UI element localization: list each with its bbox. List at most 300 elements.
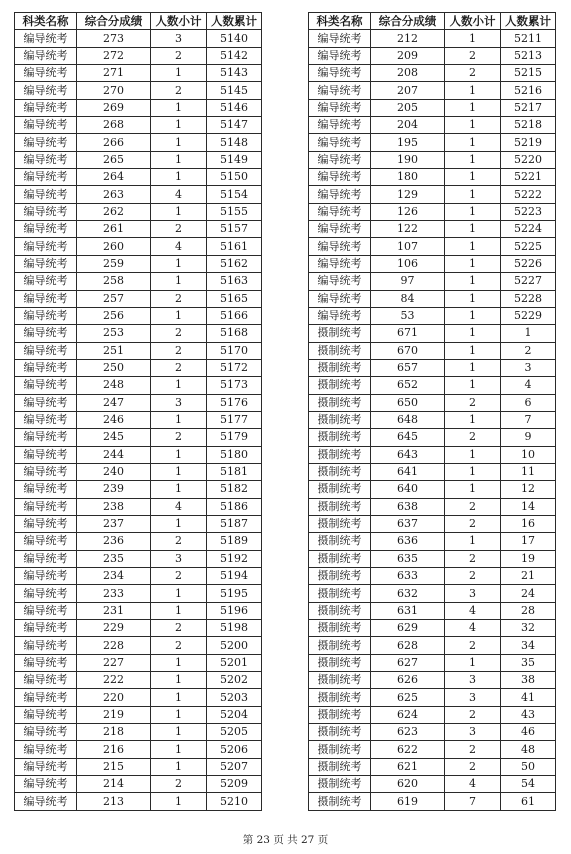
cell-score: 637 bbox=[371, 515, 445, 532]
cell-category: 编导统考 bbox=[309, 203, 371, 220]
cell-category: 摄制统考 bbox=[309, 585, 371, 602]
cell-score: 251 bbox=[77, 342, 151, 359]
cell-category: 编导统考 bbox=[309, 30, 371, 47]
table-row bbox=[309, 602, 556, 619]
cell-count: 1 bbox=[445, 117, 501, 134]
table-row bbox=[15, 672, 262, 689]
cell-category: 编导统考 bbox=[309, 65, 371, 82]
cell-count: 1 bbox=[151, 793, 207, 810]
header-score: 综合分成绩 bbox=[371, 13, 445, 30]
cell-score: 218 bbox=[77, 724, 151, 741]
cell-count: 2 bbox=[445, 758, 501, 775]
cell-category: 编导统考 bbox=[15, 203, 77, 220]
cell-cumulative: 14 bbox=[501, 498, 556, 515]
table-row bbox=[309, 672, 556, 689]
table-row bbox=[15, 238, 262, 255]
cell-cumulative: 5163 bbox=[207, 273, 262, 290]
cell-count: 1 bbox=[445, 238, 501, 255]
cell-cumulative: 5166 bbox=[207, 307, 262, 324]
table-row bbox=[309, 117, 556, 134]
cell-cumulative: 5168 bbox=[207, 325, 262, 342]
cell-score: 107 bbox=[371, 238, 445, 255]
table-row bbox=[309, 203, 556, 220]
cell-cumulative: 5225 bbox=[501, 238, 556, 255]
table-row bbox=[309, 654, 556, 671]
cell-category: 编导统考 bbox=[15, 169, 77, 186]
cell-cumulative: 35 bbox=[501, 654, 556, 671]
table-row bbox=[309, 568, 556, 585]
cell-count: 4 bbox=[445, 776, 501, 793]
cell-count: 3 bbox=[151, 394, 207, 411]
cell-score: 212 bbox=[371, 30, 445, 47]
cell-count: 1 bbox=[151, 117, 207, 134]
table-row bbox=[15, 602, 262, 619]
cell-cumulative: 5219 bbox=[501, 134, 556, 151]
cell-count: 4 bbox=[151, 498, 207, 515]
table-row bbox=[309, 498, 556, 515]
cell-count: 1 bbox=[151, 65, 207, 82]
cell-score: 629 bbox=[371, 620, 445, 637]
cell-cumulative: 5172 bbox=[207, 359, 262, 376]
cell-count: 3 bbox=[445, 689, 501, 706]
cell-score: 266 bbox=[77, 134, 151, 151]
cell-score: 635 bbox=[371, 550, 445, 567]
cell-count: 1 bbox=[151, 99, 207, 116]
cell-cumulative: 5192 bbox=[207, 550, 262, 567]
cell-cumulative: 24 bbox=[501, 585, 556, 602]
table-row bbox=[309, 689, 556, 706]
cell-category: 编导统考 bbox=[15, 446, 77, 463]
cell-category: 编导统考 bbox=[309, 99, 371, 116]
table-row bbox=[15, 758, 262, 775]
table-body-right bbox=[309, 30, 556, 810]
cell-score: 180 bbox=[371, 169, 445, 186]
table-row bbox=[309, 637, 556, 654]
cell-category: 摄制统考 bbox=[309, 724, 371, 741]
cell-score: 233 bbox=[77, 585, 151, 602]
cell-score: 623 bbox=[371, 724, 445, 741]
cell-cumulative: 5147 bbox=[207, 117, 262, 134]
cell-score: 264 bbox=[77, 169, 151, 186]
table-row bbox=[15, 568, 262, 585]
cell-category: 摄制统考 bbox=[309, 394, 371, 411]
cell-cumulative: 5148 bbox=[207, 134, 262, 151]
cell-count: 1 bbox=[445, 446, 501, 463]
cell-cumulative: 17 bbox=[501, 533, 556, 550]
cell-cumulative: 5213 bbox=[501, 47, 556, 64]
cell-count: 2 bbox=[151, 221, 207, 238]
cell-count: 1 bbox=[151, 585, 207, 602]
cell-cumulative: 5154 bbox=[207, 186, 262, 203]
cell-count: 7 bbox=[445, 793, 501, 810]
cell-category: 编导统考 bbox=[15, 290, 77, 307]
cell-score: 253 bbox=[77, 325, 151, 342]
cell-category: 摄制统考 bbox=[309, 377, 371, 394]
cell-score: 84 bbox=[371, 290, 445, 307]
cell-score: 638 bbox=[371, 498, 445, 515]
cell-score: 265 bbox=[77, 151, 151, 168]
cell-category: 编导统考 bbox=[15, 637, 77, 654]
cell-count: 2 bbox=[151, 82, 207, 99]
cell-score: 259 bbox=[77, 255, 151, 272]
cell-cumulative: 5146 bbox=[207, 99, 262, 116]
cell-category: 编导统考 bbox=[15, 151, 77, 168]
table-row bbox=[309, 741, 556, 758]
cell-score: 268 bbox=[77, 117, 151, 134]
cell-cumulative: 5205 bbox=[207, 724, 262, 741]
cell-cumulative: 34 bbox=[501, 637, 556, 654]
cell-count: 1 bbox=[445, 221, 501, 238]
cell-cumulative: 28 bbox=[501, 602, 556, 619]
header-cumulative: 人数累计 bbox=[501, 13, 556, 30]
cell-count: 3 bbox=[445, 672, 501, 689]
cell-count: 1 bbox=[151, 255, 207, 272]
table-row bbox=[309, 47, 556, 64]
cell-count: 3 bbox=[445, 585, 501, 602]
table-row bbox=[309, 776, 556, 793]
table-row bbox=[15, 342, 262, 359]
cell-cumulative: 5221 bbox=[501, 169, 556, 186]
header-count: 人数小计 bbox=[151, 13, 207, 30]
cell-count: 2 bbox=[151, 637, 207, 654]
table-row bbox=[15, 82, 262, 99]
cell-score: 209 bbox=[371, 47, 445, 64]
cell-cumulative: 54 bbox=[501, 776, 556, 793]
cell-count: 1 bbox=[151, 273, 207, 290]
cell-score: 235 bbox=[77, 550, 151, 567]
cell-category: 编导统考 bbox=[15, 672, 77, 689]
cell-category: 摄制统考 bbox=[309, 776, 371, 793]
header-score: 综合分成绩 bbox=[77, 13, 151, 30]
cell-score: 257 bbox=[77, 290, 151, 307]
cell-count: 2 bbox=[151, 776, 207, 793]
cell-score: 245 bbox=[77, 429, 151, 446]
table-row bbox=[15, 776, 262, 793]
cell-score: 670 bbox=[371, 342, 445, 359]
cell-score: 627 bbox=[371, 654, 445, 671]
cell-category: 编导统考 bbox=[309, 255, 371, 272]
cell-score: 195 bbox=[371, 134, 445, 151]
table-row bbox=[15, 203, 262, 220]
cell-cumulative: 5186 bbox=[207, 498, 262, 515]
cell-cumulative: 9 bbox=[501, 429, 556, 446]
cell-count: 1 bbox=[445, 134, 501, 151]
cell-category: 编导统考 bbox=[15, 65, 77, 82]
cell-cumulative: 5218 bbox=[501, 117, 556, 134]
cell-score: 641 bbox=[371, 463, 445, 480]
cell-count: 1 bbox=[445, 377, 501, 394]
cell-cumulative: 5206 bbox=[207, 741, 262, 758]
table-row bbox=[15, 65, 262, 82]
cell-score: 214 bbox=[77, 776, 151, 793]
cell-count: 3 bbox=[151, 550, 207, 567]
cell-category: 编导统考 bbox=[309, 117, 371, 134]
cell-count: 1 bbox=[445, 325, 501, 342]
cell-score: 632 bbox=[371, 585, 445, 602]
cell-category: 摄制统考 bbox=[309, 342, 371, 359]
cell-category: 编导统考 bbox=[15, 498, 77, 515]
cell-count: 1 bbox=[151, 706, 207, 723]
cell-category: 编导统考 bbox=[15, 186, 77, 203]
table-row bbox=[15, 359, 262, 376]
cell-cumulative: 19 bbox=[501, 550, 556, 567]
cell-category: 摄制统考 bbox=[309, 325, 371, 342]
cell-cumulative: 11 bbox=[501, 463, 556, 480]
cell-score: 260 bbox=[77, 238, 151, 255]
cell-category: 编导统考 bbox=[15, 394, 77, 411]
cell-count: 1 bbox=[151, 134, 207, 151]
table-row bbox=[309, 307, 556, 324]
cell-score: 208 bbox=[371, 65, 445, 82]
cell-score: 247 bbox=[77, 394, 151, 411]
table-row bbox=[15, 134, 262, 151]
cell-cumulative: 5179 bbox=[207, 429, 262, 446]
cell-count: 2 bbox=[151, 429, 207, 446]
table-row bbox=[15, 706, 262, 723]
cell-category: 编导统考 bbox=[15, 99, 77, 116]
table-row bbox=[15, 654, 262, 671]
page-footer: 第 23 页 共 27 页 bbox=[242, 834, 329, 846]
cell-count: 1 bbox=[445, 533, 501, 550]
cell-score: 234 bbox=[77, 568, 151, 585]
cell-score: 640 bbox=[371, 481, 445, 498]
cell-cumulative: 5140 bbox=[207, 30, 262, 47]
table-row bbox=[309, 533, 556, 550]
cell-score: 269 bbox=[77, 99, 151, 116]
cell-score: 648 bbox=[371, 411, 445, 428]
cell-score: 620 bbox=[371, 776, 445, 793]
cell-score: 671 bbox=[371, 325, 445, 342]
cell-score: 262 bbox=[77, 203, 151, 220]
cell-count: 1 bbox=[445, 186, 501, 203]
table-row bbox=[15, 325, 262, 342]
table-row bbox=[309, 359, 556, 376]
cell-category: 编导统考 bbox=[15, 238, 77, 255]
cell-cumulative: 5170 bbox=[207, 342, 262, 359]
cell-count: 2 bbox=[445, 394, 501, 411]
cell-category: 编导统考 bbox=[15, 342, 77, 359]
cell-count: 1 bbox=[151, 463, 207, 480]
table-row bbox=[15, 273, 262, 290]
table-row bbox=[309, 82, 556, 99]
cell-cumulative: 16 bbox=[501, 515, 556, 532]
cell-category: 摄制统考 bbox=[309, 758, 371, 775]
cell-category: 摄制统考 bbox=[309, 411, 371, 428]
cell-category: 编导统考 bbox=[15, 255, 77, 272]
cell-category: 编导统考 bbox=[309, 151, 371, 168]
cell-cumulative: 5187 bbox=[207, 515, 262, 532]
cell-cumulative: 5194 bbox=[207, 568, 262, 585]
cell-score: 273 bbox=[77, 30, 151, 47]
cell-count: 1 bbox=[445, 255, 501, 272]
cell-count: 1 bbox=[151, 689, 207, 706]
header-category: 科类名称 bbox=[15, 13, 77, 30]
table-row bbox=[309, 411, 556, 428]
cell-score: 215 bbox=[77, 758, 151, 775]
cell-score: 624 bbox=[371, 706, 445, 723]
table-row bbox=[309, 550, 556, 567]
cell-score: 205 bbox=[371, 99, 445, 116]
cell-cumulative: 5173 bbox=[207, 377, 262, 394]
table-row bbox=[309, 394, 556, 411]
cell-count: 1 bbox=[445, 463, 501, 480]
cell-cumulative: 5145 bbox=[207, 82, 262, 99]
cell-score: 250 bbox=[77, 359, 151, 376]
header-category: 科类名称 bbox=[309, 13, 371, 30]
cell-count: 2 bbox=[151, 47, 207, 64]
table-row bbox=[15, 186, 262, 203]
cell-cumulative: 5201 bbox=[207, 654, 262, 671]
cell-cumulative: 48 bbox=[501, 741, 556, 758]
cell-cumulative: 5155 bbox=[207, 203, 262, 220]
cell-score: 220 bbox=[77, 689, 151, 706]
cell-cumulative: 2 bbox=[501, 342, 556, 359]
cell-category: 编导统考 bbox=[15, 30, 77, 47]
cell-category: 摄制统考 bbox=[309, 533, 371, 550]
table-row bbox=[15, 429, 262, 446]
cell-category: 编导统考 bbox=[15, 793, 77, 810]
cell-score: 272 bbox=[77, 47, 151, 64]
table-row bbox=[309, 325, 556, 342]
table-row bbox=[309, 793, 556, 810]
cell-count: 1 bbox=[151, 377, 207, 394]
cell-score: 256 bbox=[77, 307, 151, 324]
cell-category: 摄制统考 bbox=[309, 793, 371, 810]
header-count: 人数小计 bbox=[445, 13, 501, 30]
cell-count: 4 bbox=[445, 620, 501, 637]
cell-cumulative: 5228 bbox=[501, 290, 556, 307]
cell-category: 摄制统考 bbox=[309, 620, 371, 637]
cell-count: 1 bbox=[445, 654, 501, 671]
cell-category: 摄制统考 bbox=[309, 515, 371, 532]
cell-category: 编导统考 bbox=[15, 429, 77, 446]
cell-cumulative: 5198 bbox=[207, 620, 262, 637]
cell-count: 1 bbox=[445, 290, 501, 307]
cell-count: 2 bbox=[445, 47, 501, 64]
cell-count: 1 bbox=[151, 758, 207, 775]
cell-cumulative: 5216 bbox=[501, 82, 556, 99]
cell-cumulative: 5220 bbox=[501, 151, 556, 168]
cell-count: 2 bbox=[445, 65, 501, 82]
cell-cumulative: 5217 bbox=[501, 99, 556, 116]
table-row bbox=[15, 724, 262, 741]
cell-cumulative: 5207 bbox=[207, 758, 262, 775]
table-row bbox=[309, 342, 556, 359]
cell-count: 2 bbox=[445, 706, 501, 723]
cell-category: 编导统考 bbox=[309, 221, 371, 238]
cell-cumulative: 5200 bbox=[207, 637, 262, 654]
table-row bbox=[309, 463, 556, 480]
cell-category: 编导统考 bbox=[15, 325, 77, 342]
cell-count: 1 bbox=[151, 411, 207, 428]
cell-cumulative: 7 bbox=[501, 411, 556, 428]
cell-cumulative: 5211 bbox=[501, 30, 556, 47]
cell-score: 204 bbox=[371, 117, 445, 134]
cell-category: 编导统考 bbox=[309, 134, 371, 151]
table-row bbox=[15, 689, 262, 706]
cell-count: 1 bbox=[445, 203, 501, 220]
table-row bbox=[309, 238, 556, 255]
cell-category: 摄制统考 bbox=[309, 481, 371, 498]
cell-cumulative: 5222 bbox=[501, 186, 556, 203]
cell-category: 编导统考 bbox=[15, 221, 77, 238]
cell-cumulative: 5226 bbox=[501, 255, 556, 272]
cell-category: 摄制统考 bbox=[309, 429, 371, 446]
table-row bbox=[309, 134, 556, 151]
table-row bbox=[309, 186, 556, 203]
table-row bbox=[15, 377, 262, 394]
table-row bbox=[15, 221, 262, 238]
cell-cumulative: 5189 bbox=[207, 533, 262, 550]
cell-cumulative: 5181 bbox=[207, 463, 262, 480]
cell-score: 625 bbox=[371, 689, 445, 706]
cell-count: 1 bbox=[151, 724, 207, 741]
cell-score: 227 bbox=[77, 654, 151, 671]
cell-score: 126 bbox=[371, 203, 445, 220]
cell-score: 645 bbox=[371, 429, 445, 446]
cell-cumulative: 10 bbox=[501, 446, 556, 463]
cell-category: 编导统考 bbox=[15, 82, 77, 99]
cell-count: 1 bbox=[151, 741, 207, 758]
table-row bbox=[15, 290, 262, 307]
table-body-left bbox=[15, 30, 262, 810]
cell-category: 编导统考 bbox=[309, 290, 371, 307]
table-row bbox=[15, 255, 262, 272]
cell-cumulative: 4 bbox=[501, 377, 556, 394]
score-table-left bbox=[14, 12, 262, 811]
table-row bbox=[309, 273, 556, 290]
cell-cumulative: 12 bbox=[501, 481, 556, 498]
cell-count: 2 bbox=[445, 568, 501, 585]
cell-count: 2 bbox=[151, 620, 207, 637]
table-row bbox=[309, 724, 556, 741]
cell-category: 编导统考 bbox=[15, 533, 77, 550]
cell-count: 1 bbox=[445, 273, 501, 290]
cell-cumulative: 5196 bbox=[207, 602, 262, 619]
cell-count: 1 bbox=[151, 672, 207, 689]
cell-category: 编导统考 bbox=[15, 359, 77, 376]
cell-cumulative: 5150 bbox=[207, 169, 262, 186]
cell-cumulative: 5157 bbox=[207, 221, 262, 238]
cell-count: 2 bbox=[151, 290, 207, 307]
cell-cumulative: 32 bbox=[501, 620, 556, 637]
cell-category: 编导统考 bbox=[15, 568, 77, 585]
cell-score: 122 bbox=[371, 221, 445, 238]
table-row bbox=[15, 307, 262, 324]
table-row bbox=[15, 169, 262, 186]
cell-count: 3 bbox=[445, 724, 501, 741]
cell-score: 236 bbox=[77, 533, 151, 550]
cell-score: 270 bbox=[77, 82, 151, 99]
header-cumulative: 人数累计 bbox=[207, 13, 262, 30]
cell-category: 摄制统考 bbox=[309, 672, 371, 689]
table-row bbox=[15, 620, 262, 637]
cell-category: 编导统考 bbox=[309, 307, 371, 324]
cell-count: 1 bbox=[151, 602, 207, 619]
cell-count: 2 bbox=[151, 342, 207, 359]
cell-category: 编导统考 bbox=[15, 134, 77, 151]
cell-score: 619 bbox=[371, 793, 445, 810]
cell-count: 2 bbox=[445, 515, 501, 532]
cell-count: 2 bbox=[445, 637, 501, 654]
table-row bbox=[15, 411, 262, 428]
cell-cumulative: 5215 bbox=[501, 65, 556, 82]
cell-cumulative: 41 bbox=[501, 689, 556, 706]
table-row bbox=[15, 30, 262, 47]
table-row bbox=[309, 481, 556, 498]
cell-score: 271 bbox=[77, 65, 151, 82]
cell-cumulative: 5162 bbox=[207, 255, 262, 272]
